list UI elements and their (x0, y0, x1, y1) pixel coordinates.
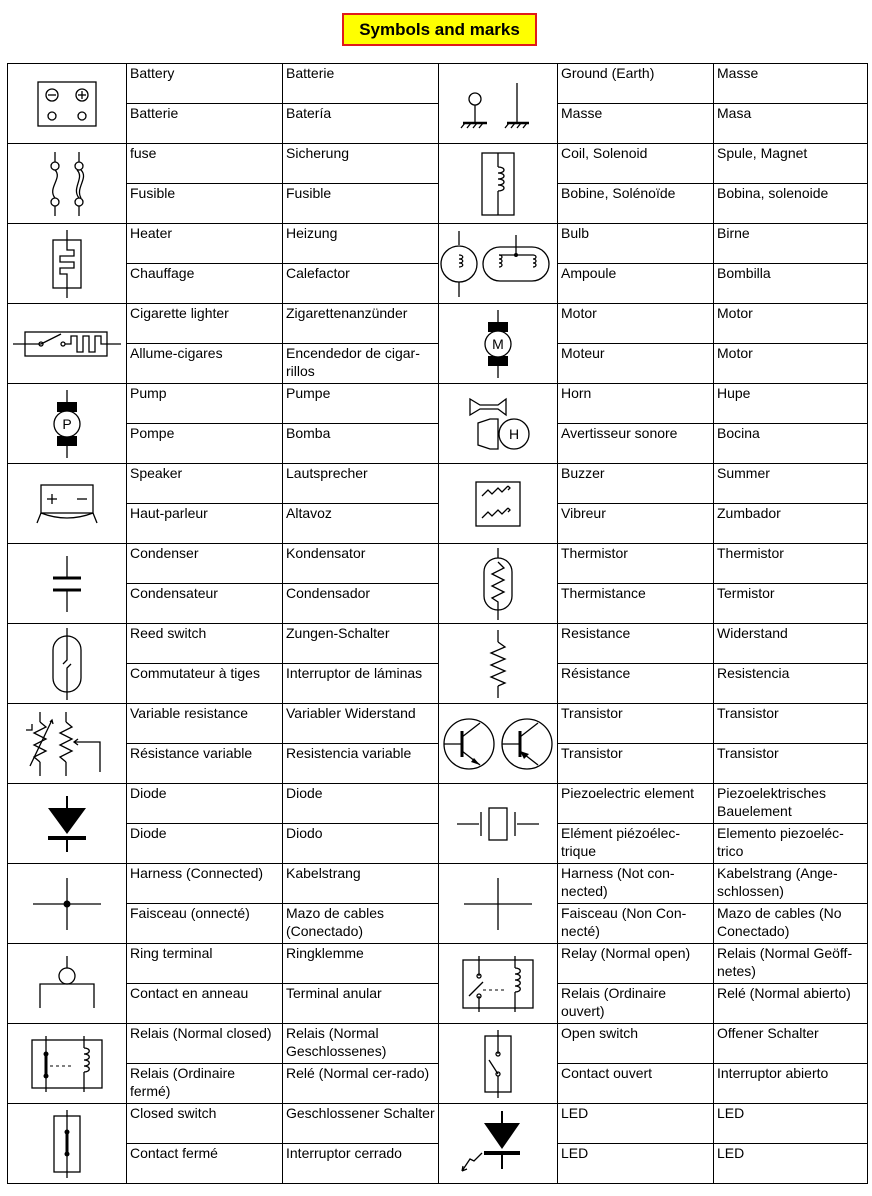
label-cell: Diode (283, 784, 439, 824)
label-cell: Heizung (283, 224, 439, 264)
label-cell: Bocina (714, 424, 868, 464)
label-cell: Cigarette lighter (127, 304, 283, 344)
label-cell: Bobina, solenoide (714, 184, 868, 224)
pump-icon (8, 388, 126, 460)
label-cell: Moteur (558, 344, 714, 384)
label-cell: Haut-parleur (127, 504, 283, 544)
label-cell: Relais (Normal closed) (127, 1024, 283, 1064)
label-cell: Piezoelektrisches Bauelement (714, 784, 868, 824)
table-row (8, 144, 868, 184)
open-switch-icon (439, 1028, 557, 1100)
label-cell: Relais (Ordinaire ouvert) (558, 984, 714, 1024)
label-cell: Chauffage (127, 264, 283, 304)
symbol-cell (8, 384, 127, 464)
table-row (8, 944, 868, 984)
label-cell: Summer (714, 464, 868, 504)
label-cell: Variabler Widerstand (283, 704, 439, 744)
relay-normal-closed-icon (8, 1032, 126, 1096)
label-cell: Buzzer (558, 464, 714, 504)
symbol-cell (439, 544, 558, 624)
symbol-cell (8, 624, 127, 704)
label-cell: Masa (714, 104, 868, 144)
variable-resistance-icon (8, 708, 126, 780)
label-cell: Open switch (558, 1024, 714, 1064)
table-row (8, 304, 868, 344)
symbol-cell (439, 384, 558, 464)
piezoelectric-icon (439, 802, 557, 846)
label-cell: Piezoelectric element (558, 784, 714, 824)
table-row (8, 104, 868, 144)
label-cell: Harness (Connected) (127, 864, 283, 904)
motor-icon (439, 308, 557, 380)
table-row (8, 904, 868, 944)
label-cell: Sicherung (283, 144, 439, 184)
table-row (8, 344, 868, 384)
symbol-cell (8, 1104, 127, 1184)
table-row (8, 504, 868, 544)
label-cell: Motor (714, 344, 868, 384)
label-cell: Diode (127, 784, 283, 824)
label-cell: Resistance (558, 624, 714, 664)
label-cell: Transistor (558, 744, 714, 784)
label-cell: Elément piézoélec-trique (558, 824, 714, 864)
buzzer-icon (439, 474, 557, 534)
label-cell: Condenser (127, 544, 283, 584)
table-row (8, 1064, 868, 1104)
symbol-cell (8, 864, 127, 944)
label-cell: Diode (127, 824, 283, 864)
label-cell: Widerstand (714, 624, 868, 664)
label-cell: Zungen-Schalter (283, 624, 439, 664)
heater-icon (8, 228, 126, 300)
label-cell: Coil, Solenoid (558, 144, 714, 184)
symbol-cell (439, 464, 558, 544)
symbol-cell (439, 944, 558, 1024)
label-cell: Pump (127, 384, 283, 424)
table-row (8, 624, 868, 664)
label-cell: LED (558, 1144, 714, 1184)
diode-icon (8, 794, 126, 854)
transistor-icon (439, 713, 557, 775)
label-cell: Ringklemme (283, 944, 439, 984)
label-cell: Fusible (283, 184, 439, 224)
label-cell: Encendedor de cigar-rillos (283, 344, 439, 384)
symbol-cell (439, 144, 558, 224)
label-cell: Speaker (127, 464, 283, 504)
label-cell: Battery (127, 64, 283, 104)
label-cell: Relais (Normal Geschlossenes) (283, 1024, 439, 1064)
label-cell: Relais (Normal Geöff-netes) (714, 944, 868, 984)
symbol-cell (8, 1024, 127, 1104)
closed-switch-icon (8, 1108, 126, 1180)
label-cell: Offener Schalter (714, 1024, 868, 1064)
symbol-cell (8, 64, 127, 144)
label-cell: Ring terminal (127, 944, 283, 984)
label-cell: Altavoz (283, 504, 439, 544)
label-cell: Closed switch (127, 1104, 283, 1144)
label-cell: Geschlossener Schalter (283, 1104, 439, 1144)
label-cell: fuse (127, 144, 283, 184)
table-row (8, 384, 868, 424)
reed-switch-icon (8, 626, 126, 702)
label-cell: Avertisseur sonore (558, 424, 714, 464)
table-row (8, 664, 868, 704)
label-cell: Condensador (283, 584, 439, 624)
led-icon (439, 1109, 557, 1179)
table-row (8, 184, 868, 224)
harness-not-connected-icon (439, 872, 557, 936)
label-cell: Thermistor (558, 544, 714, 584)
svg-text:P: P (62, 415, 72, 432)
symbol-cell (8, 304, 127, 384)
label-cell: Hupe (714, 384, 868, 424)
ring-terminal-icon (8, 952, 126, 1016)
label-cell: Kondensator (283, 544, 439, 584)
resistance-icon (439, 628, 557, 700)
symbol-cell (439, 224, 558, 304)
label-cell: Motor (558, 304, 714, 344)
condenser-icon (8, 548, 126, 620)
label-cell: Faisceau (onnecté) (127, 904, 283, 944)
label-cell: Reed switch (127, 624, 283, 664)
label-cell: Variable resistance (127, 704, 283, 744)
label-cell: Contact en anneau (127, 984, 283, 1024)
label-cell: Transistor (714, 744, 868, 784)
label-cell: Elemento piezoeléc-trico (714, 824, 868, 864)
label-cell: Fusible (127, 184, 283, 224)
thermistor-icon (439, 546, 557, 622)
label-cell: Spule, Magnet (714, 144, 868, 184)
label-cell: Batterie (283, 64, 439, 104)
symbol-cell (8, 784, 127, 864)
label-cell: Résistance variable (127, 744, 283, 784)
label-cell: Ground (Earth) (558, 64, 714, 104)
label-cell: Batterie (127, 104, 283, 144)
symbol-cell (8, 944, 127, 1024)
symbol-cell (8, 464, 127, 544)
symbol-cell (8, 144, 127, 224)
label-cell: Condensateur (127, 584, 283, 624)
label-cell: Resistencia variable (283, 744, 439, 784)
svg-text:H: H (508, 425, 520, 442)
relay-normal-open-icon (439, 952, 557, 1016)
label-cell: Pumpe (283, 384, 439, 424)
label-cell: Commutateur à tiges (127, 664, 283, 704)
coil-icon (439, 147, 557, 221)
label-cell: Kabelstrang (Ange-schlossen) (714, 864, 868, 904)
label-cell: Mazo de cables (No Conectado) (714, 904, 868, 944)
symbol-cell (439, 704, 558, 784)
table-row (8, 544, 868, 584)
label-cell: Interruptor cerrado (283, 1144, 439, 1184)
table-row (8, 464, 868, 504)
cigarette-lighter-icon (8, 324, 126, 364)
label-cell: Diodo (283, 824, 439, 864)
label-cell: Harness (Not con-nected) (558, 864, 714, 904)
label-cell: LED (714, 1144, 868, 1184)
table-row (8, 744, 868, 784)
label-cell: LED (558, 1104, 714, 1144)
table-row (8, 64, 868, 104)
symbol-cell (439, 784, 558, 864)
label-cell: Contact fermé (127, 1144, 283, 1184)
svg-text:M: M (492, 335, 504, 352)
label-cell: Relay (Normal open) (558, 944, 714, 984)
symbols-table (7, 63, 868, 1184)
fuse-icon (8, 148, 126, 220)
label-cell: Bomba (283, 424, 439, 464)
label-cell: Heater (127, 224, 283, 264)
label-cell: Résistance (558, 664, 714, 704)
symbol-cell (439, 864, 558, 944)
label-cell: Pompe (127, 424, 283, 464)
symbol-cell (8, 224, 127, 304)
label-cell: Birne (714, 224, 868, 264)
label-cell: Relais (Ordinaire fermé) (127, 1064, 283, 1104)
table-row (8, 984, 868, 1024)
label-cell: Masse (558, 104, 714, 144)
label-cell: Transistor (558, 704, 714, 744)
label-cell: Bulb (558, 224, 714, 264)
label-cell: Allume-cigares (127, 344, 283, 384)
label-cell: Mazo de cables (Conectado) (283, 904, 439, 944)
table-row (8, 1024, 868, 1064)
label-cell: Lautsprecher (283, 464, 439, 504)
table-row (8, 824, 868, 864)
symbol-cell (439, 1024, 558, 1104)
label-cell: Transistor (714, 704, 868, 744)
symbol-cell (439, 624, 558, 704)
label-cell: Terminal anular (283, 984, 439, 1024)
label-cell: Termistor (714, 584, 868, 624)
label-cell: Faisceau (Non Con-necté) (558, 904, 714, 944)
label-cell: Kabelstrang (283, 864, 439, 904)
label-cell: Bombilla (714, 264, 868, 304)
symbol-cell (439, 304, 558, 384)
bulb-icon (439, 227, 557, 301)
label-cell: Vibreur (558, 504, 714, 544)
label-cell: Contact ouvert (558, 1064, 714, 1104)
label-cell: Batería (283, 104, 439, 144)
label-cell: Relé (Normal cer-rado) (283, 1064, 439, 1104)
table-row (8, 704, 868, 744)
label-cell: Calefactor (283, 264, 439, 304)
label-cell: LED (714, 1104, 868, 1144)
label-cell: Thermistor (714, 544, 868, 584)
label-cell: Motor (714, 304, 868, 344)
speaker-icon (8, 479, 126, 529)
ground-icon (439, 69, 557, 139)
label-cell: Relé (Normal abierto) (714, 984, 868, 1024)
horn-icon (439, 389, 557, 459)
table-row (8, 224, 868, 264)
label-cell: Ampoule (558, 264, 714, 304)
table-row (8, 264, 868, 304)
battery-icon (8, 72, 126, 136)
symbol-cell (8, 544, 127, 624)
table-row (8, 784, 868, 824)
table-row (8, 584, 868, 624)
label-cell: Thermistance (558, 584, 714, 624)
label-cell: Interruptor de láminas (283, 664, 439, 704)
label-cell: Bobine, Solénoïde (558, 184, 714, 224)
page-title: Symbols and marks (342, 13, 537, 46)
table-row (8, 864, 868, 904)
label-cell: Masse (714, 64, 868, 104)
table-row (8, 424, 868, 464)
label-cell: Horn (558, 384, 714, 424)
symbol-cell (8, 704, 127, 784)
label-cell: Zigarettenanzünder (283, 304, 439, 344)
harness-connected-icon (8, 872, 126, 936)
label-cell: Interruptor abierto (714, 1064, 868, 1104)
symbol-cell (439, 64, 558, 144)
symbol-cell (439, 1104, 558, 1184)
table-row (8, 1104, 868, 1144)
label-cell: Zumbador (714, 504, 868, 544)
table-row (8, 1144, 868, 1184)
label-cell: Resistencia (714, 664, 868, 704)
